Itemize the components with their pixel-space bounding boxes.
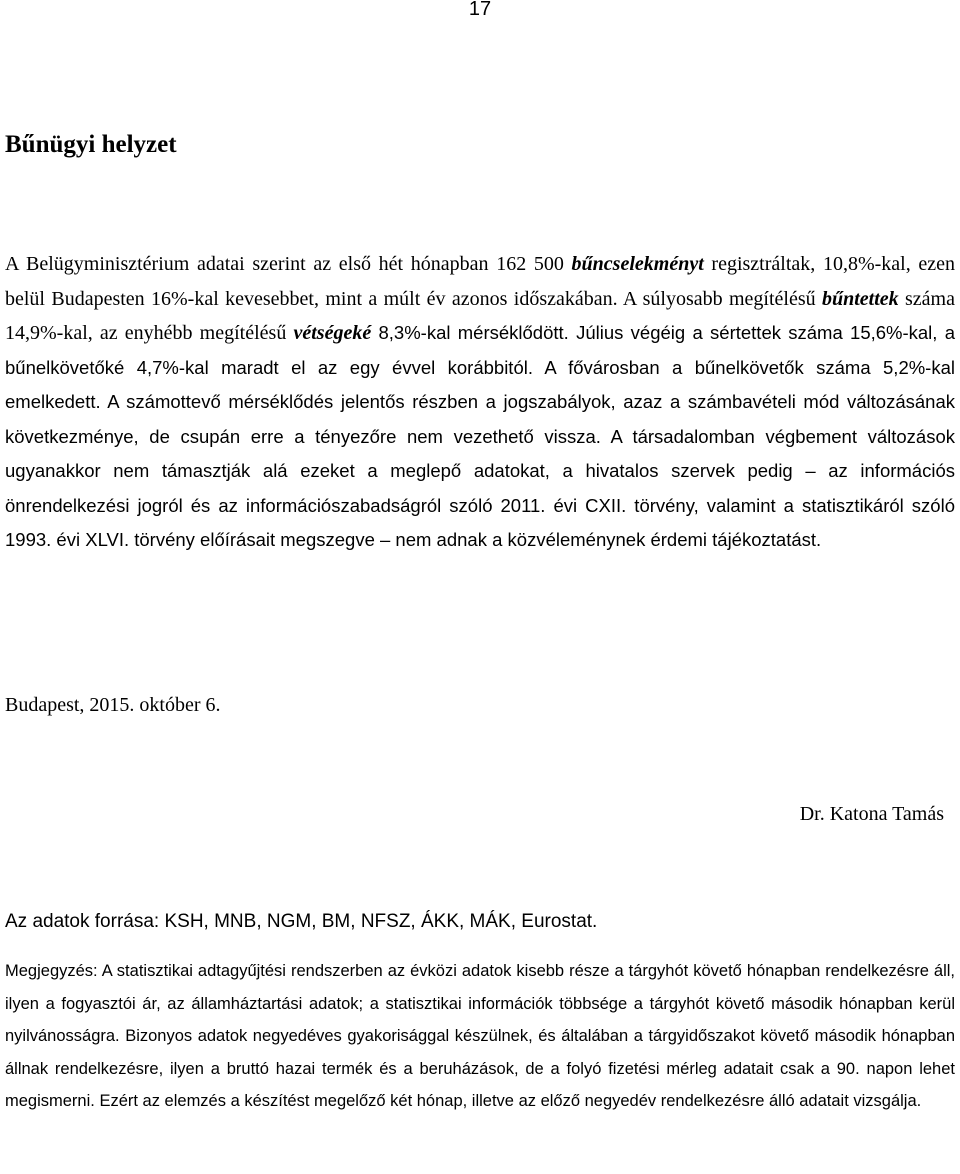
- crime-situation-paragraph: [5, 247, 955, 558]
- methodology-note: Megjegyzés: A statisztikai adtagyűjtési rendszerben az évközi adatok kisebb része a tárgyhót követő hónapban rendelkezésre áll, ilyen a fogyasztói ár, az államháztartási adatok; a statisztikai információk többsége a tárgyhót követő második hónapban kerül nyilvánosságra. Bizonyos adatok negyedéves gyakorisággal készülnek, és általában a tárgyidőszakot követő második hónapban állnak rendelkezésre, ilyen a bruttó hazai termék és a beruházások, de a folyó fizetési mérleg adatait csak a 90. napon lehet megismerni. Ezért az elemzés a készítést megelőző két hónap, illetve az előző negyedév rendelkezésre álló adatait vizsgálja.: [5, 962, 955, 1110]
- page-number: 17: [468, 0, 492, 20]
- section-title: Bűnügyi helyzet: [5, 131, 177, 158]
- emphasis-term: bűntettek: [821, 287, 899, 310]
- data-source: Az adatok forrása: KSH, MNB, NGM, BM, NFSZ, ÁKK, MÁK, Eurostat.: [5, 911, 598, 932]
- paragraph-text: regisztráltak, 10,8%-kal, ezen belül Budapesten 16%-kal kevesebbet, mint a múlt év azonos időszakában. A súlyosabb megítélésű: [5, 253, 955, 310]
- paragraph-text: 8,3%-kal mérséklődött. Július végéig a sértettek száma 15,6%-kal, a bűnelkövetőké 4,7%-kal maradt el az egy évvel korábbitól. A fővárosban a bűnelkövetők száma 5,2%-kal emelkedett.: [5, 322, 956, 412]
- emphasis-term: vétségeké: [293, 322, 372, 344]
- paragraph-text: A számottevő mérséklődés jelentős részben a jogszabályok, azaz a számbavételi mód változásának következménye, de csupán erre a tényezőre nem vezethető vissza.: [5, 391, 955, 447]
- author-signature: Dr. Katona Tamás: [799, 803, 944, 825]
- paragraph-text: A társadalomban végbement változások ugyanakkor nem támasztják alá ezeket a meglepő adatokat, a hivatalos szervek pedig – az információs önrendelkezési jogról és az információszabadságról szóló 2011. évi CXII. törvény, valamint a statisztikáról szóló 1993. évi XLVI. törvény előírásait megszegve – nem adnak a közvéleménynek érdemi tájékoztatást.: [5, 425, 955, 550]
- emphasis-term: bűncselekményt: [571, 253, 704, 275]
- date-line: Budapest, 2015. október 6.: [5, 694, 221, 716]
- paragraph-text: A Belügyminisztérium adatai szerint az első hét hónapban 162 500: [5, 253, 572, 275]
- paragraph-text: száma 14,9%-kal, az enyhébb megítélésű: [5, 287, 955, 344]
